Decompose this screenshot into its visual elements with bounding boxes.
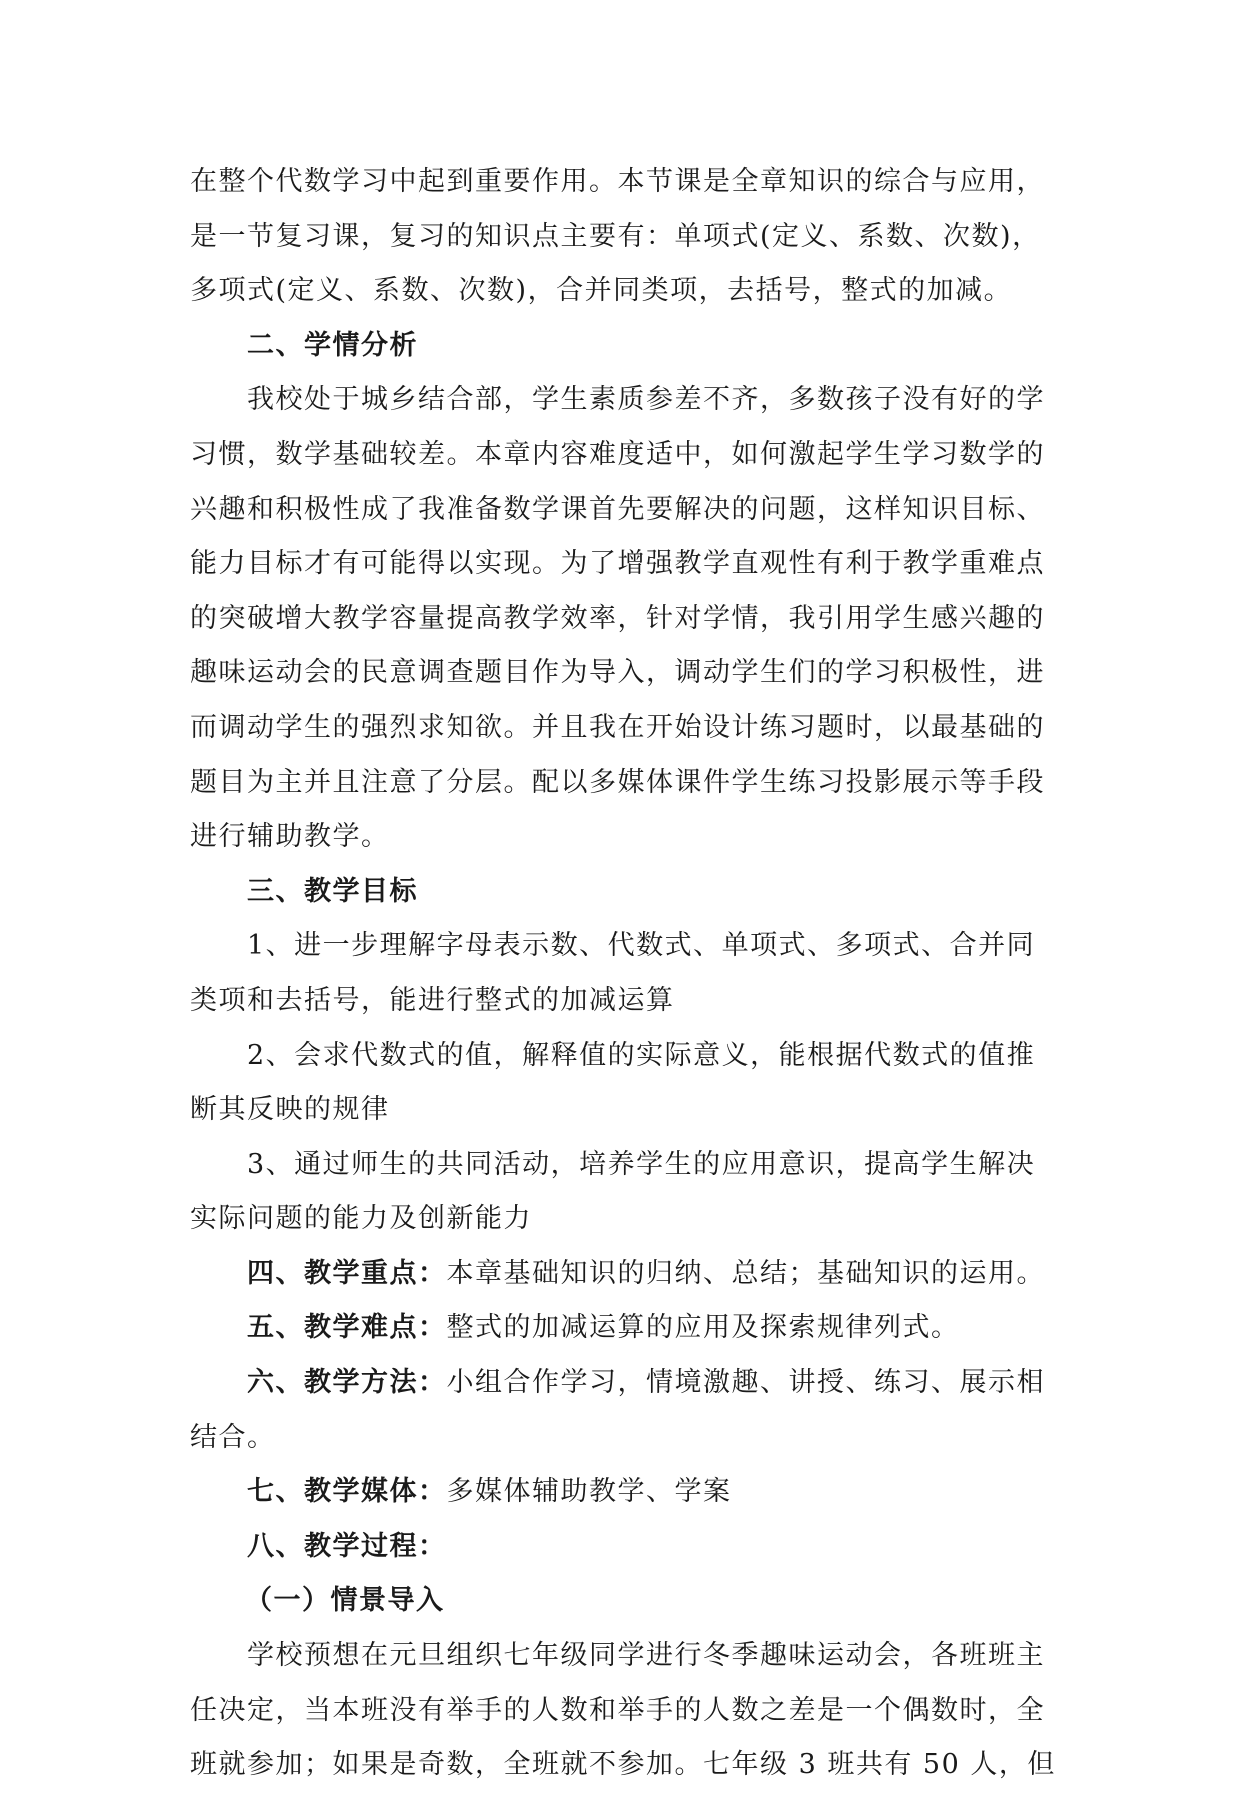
intro-line: 多项式(定义、系数、次数)，合并同类项，去括号，整式的加减。 <box>190 275 1013 307</box>
section-heading-methods: 六、教学方法： <box>247 1367 447 1399</box>
paragraph-line: 班就参加；如果是奇数，全班就不参加。七年级 3 班共有 50 人，但 <box>190 1749 1056 1781</box>
media-text: 多媒体辅助教学、学案 <box>446 1476 732 1508</box>
paragraph-line: 的突破增大教学容量提高教学效率，针对学情，我引用学生感兴趣的 <box>190 602 1045 634</box>
methods-line <box>190 1356 1050 1411</box>
paragraph-line: 趣味运动会的民意调查题目作为导入，调动学生们的学习积极性，进 <box>190 657 1045 689</box>
key-points-line <box>190 1247 1050 1302</box>
goal-line: 断其反映的规律 <box>190 1094 390 1126</box>
goal-line: 类项和去括号，能进行整式的加减运算 <box>190 984 675 1016</box>
paragraph-line: 兴趣和积极性成了我准备数学课首先要解决的问题，这样知识目标、 <box>190 493 1045 525</box>
section-heading-media: 七、教学媒体： <box>247 1476 447 1508</box>
difficulties-text: 整式的加减运算的应用及探索规律列式。 <box>446 1312 960 1344</box>
section-heading-process: 八、教学过程： <box>247 1530 447 1562</box>
section-heading-student-analysis: 二、学情分析 <box>247 329 418 361</box>
difficulties-line <box>190 1301 1050 1356</box>
section-heading-teaching-goals: 三、教学目标 <box>247 875 418 907</box>
paragraph-line: 题目为主并且注意了分层。配以多媒体课件学生练习投影展示等手段 <box>190 766 1045 798</box>
paragraph-line: 学校预想在元旦组织七年级同学进行冬季趣味运动会，各班班主 <box>247 1640 1045 1672</box>
paragraph-line: 进行辅助教学。 <box>190 821 390 853</box>
goal-line: 3、通过师生的共同活动，培养学生的应用意识，提高学生解决 <box>247 1148 1036 1180</box>
document-page <box>190 155 1056 1793</box>
paragraph-line: 任决定，当本班没有举手的人数和举手的人数之差是一个偶数时，全 <box>190 1694 1045 1726</box>
methods-text: 小组合作学习，情境激趣、讲授、练习、展示相 <box>446 1367 1045 1399</box>
methods-line-cont: 结合。 <box>190 1421 276 1453</box>
section-heading-difficulties: 五、教学难点： <box>247 1312 447 1344</box>
intro-line: 是一节复习课，复习的知识点主要有：单项式(定义、系数、次数)， <box>190 220 1041 252</box>
paragraph-line: 习惯，数学基础较差。本章内容难度适中，如何激起学生学习数学的 <box>190 438 1045 470</box>
media-line <box>190 1465 1050 1520</box>
goal-line: 2、会求代数式的值，解释值的实际意义，能根据代数式的值推 <box>247 1039 1036 1071</box>
paragraph-line: 能力目标才有可能得以实现。为了增强教学直观性有利于教学重难点 <box>190 548 1045 580</box>
paragraph-line: 而调动学生的强烈求知欲。并且我在开始设计练习题时，以最基础的 <box>190 711 1045 743</box>
intro-line: 在整个代数学习中起到重要作用。本节课是全章知识的综合与应用， <box>190 166 1045 197</box>
key-points-text: 本章基础知识的归纳、总结；基础知识的运用。 <box>446 1257 1045 1289</box>
goal-line: 1、进一步理解字母表示数、代数式、单项式、多项式、合并同 <box>247 930 1036 962</box>
paragraph-line: 我校处于城乡结合部，学生素质参差不齐，多数孩子没有好的学 <box>247 384 1045 416</box>
goal-line: 实际问题的能力及创新能力 <box>190 1203 532 1235</box>
section-heading-key-points: 四、教学重点： <box>247 1257 447 1289</box>
subsection-heading-intro: （一）情景导入 <box>245 1585 445 1617</box>
